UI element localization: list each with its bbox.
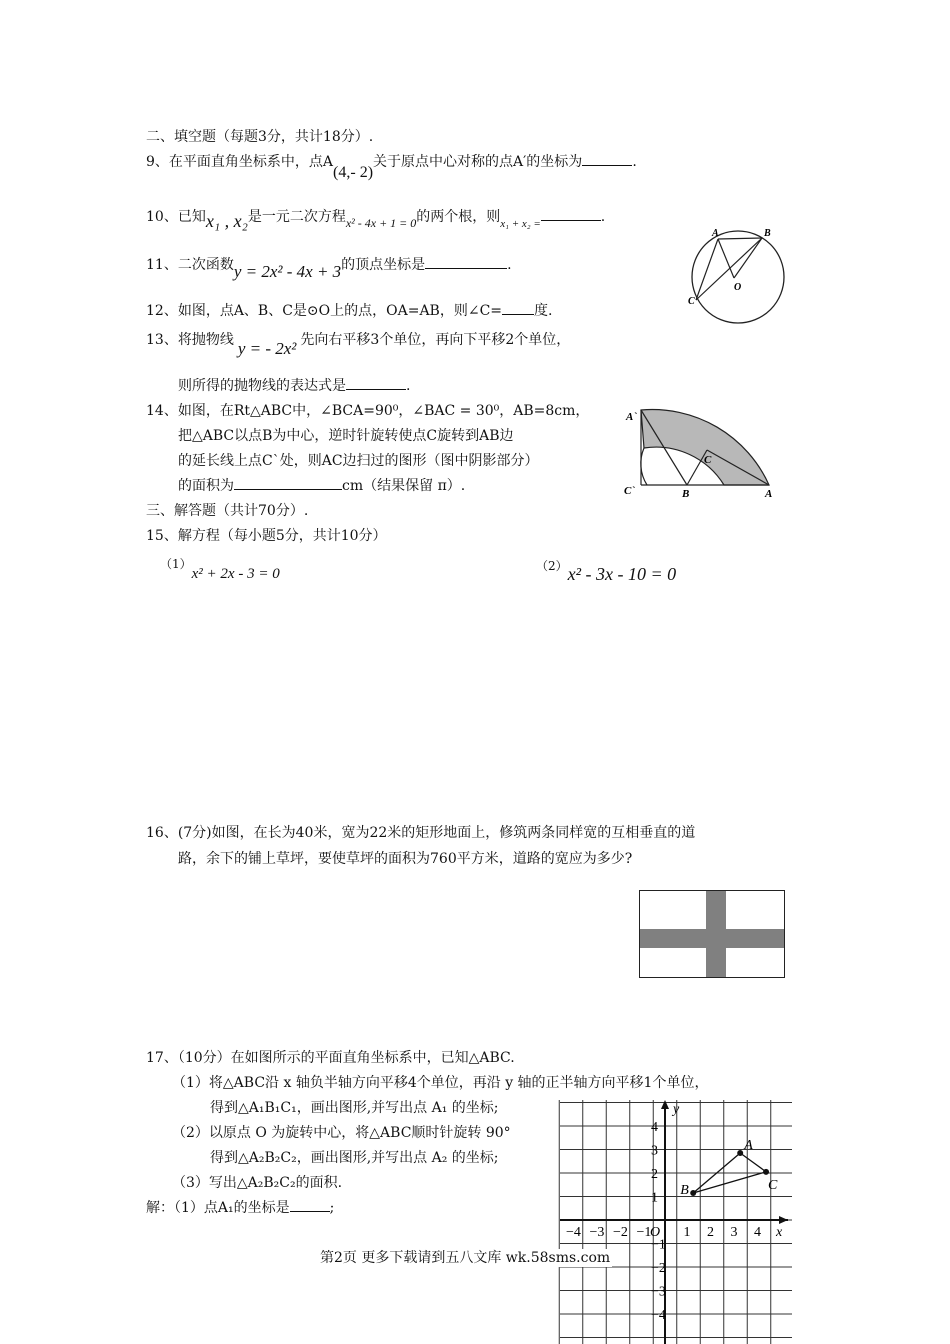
point-label-a: A: [744, 1138, 753, 1154]
x-axis-arrow: [779, 1216, 788, 1224]
y-tick-label: 3: [651, 1143, 658, 1159]
origin-label: O: [650, 1225, 661, 1240]
q13-prefix: 13、将抛物线: [146, 332, 234, 348]
q14-answer-blank[interactable]: [234, 477, 342, 490]
y-tick-label: 4: [651, 1120, 658, 1135]
x-tick-label: 1: [683, 1225, 691, 1240]
footer: 第2页 更多下载请到五八文库 wk.58sms.com: [320, 1250, 611, 1266]
rotation-figure: [622, 402, 782, 498]
y-tick-label: −1: [651, 1237, 666, 1253]
q15-p1-equation: x² + 2x - 3 = 0: [191, 566, 280, 582]
q12-end: 度.: [534, 303, 553, 319]
q13-function: y = - 2x²: [237, 339, 297, 358]
q10-mid: 是一元二次方程: [247, 209, 346, 225]
q12-text: 12、如图，点A、B、C是⊙O上的点，OA=AB，则∠C=: [146, 303, 503, 319]
circle-label-o: O: [734, 282, 742, 293]
q15-p1-label: （1）: [160, 557, 192, 571]
q13-suffix: 先向右平移3个单位，再向下平移2个单位，: [300, 332, 571, 348]
point-c: [763, 1169, 769, 1175]
q14-line4-b: cm（结果保留 π）.: [342, 478, 466, 494]
q15-title: 15、解方程（每小题5分，共计10分）: [146, 528, 387, 544]
q11-function: y = 2x² - 4x + 3: [233, 262, 342, 281]
x-tick-label: −1: [636, 1225, 652, 1240]
q10-prefix: 10、已知: [146, 209, 206, 225]
x-axis-label: x: [776, 1225, 783, 1240]
question-10: [146, 206, 606, 231]
sector-label-a: A: [765, 488, 773, 500]
x-tick-label: −3: [589, 1225, 605, 1240]
sector-label-b: B: [682, 488, 690, 500]
q14-line-1: 14、如图，在Rt△ABC中，∠BCA=90⁰，∠BAC = 30⁰，AB=8cm，: [146, 403, 590, 419]
road-figure: [639, 890, 785, 978]
q17-answer-end: ;: [329, 1200, 335, 1216]
q17-part-3: （3）写出△A₂B₂C₂的面积.: [172, 1175, 343, 1191]
sector-label-c-prime: C`: [624, 485, 635, 497]
question-9: [146, 153, 637, 181]
q9-suffix: 关于原点中心对称的点A′的坐标为: [373, 154, 583, 170]
q14-line-3: 的延长线上点C`处，则AC边扫过的图形（图中阴影部分）: [178, 453, 539, 469]
y-tick-label: 2: [651, 1167, 658, 1182]
point-label-b: B: [680, 1182, 689, 1198]
q13-answer-blank[interactable]: [346, 377, 406, 390]
circle-figure: [688, 224, 788, 330]
q10-suffix: 的两个根，则: [416, 209, 501, 225]
question-11: [146, 255, 512, 281]
y-axis-label: y: [673, 1102, 680, 1117]
q15-part-2: [536, 555, 677, 584]
y-tick-label: −3: [651, 1284, 666, 1300]
q17-line-1: 17、（10分）在如图所示的平面直角坐标系中，已知△ABC.: [146, 1050, 515, 1066]
q11-suffix: 的顶点坐标是: [341, 257, 426, 273]
sector-label-c: C: [704, 454, 712, 466]
horizontal-road: [640, 929, 785, 948]
q10-expr: x₁ + x₂ =: [500, 218, 541, 230]
y-tick-label: 1: [651, 1190, 658, 1206]
question-13-line-2: [178, 377, 410, 395]
q15-p2-label: （2）: [536, 559, 568, 573]
q9-point: (4,- 2): [333, 164, 374, 181]
x-tick-label: 4: [754, 1225, 761, 1240]
section-3-title: 三、解答题（共计70分）.: [146, 503, 309, 519]
circle-label-b: B: [764, 228, 771, 239]
q11-answer-blank[interactable]: [425, 256, 507, 269]
x-tick-label: −4: [566, 1225, 581, 1240]
q14-line-2: 把△ABC以点B为中心，逆时针旋转使点C旋转到AB边: [178, 428, 514, 444]
x-tick-label: −2: [613, 1225, 628, 1240]
q16-line-1: 16、(7分)如图，在长为40米，宽为22米的矩形地面上，修筑两条同样宽的互相垂直的道: [146, 825, 696, 841]
q14-line4-a: 的面积为: [178, 478, 234, 494]
circle-label-a: A: [712, 228, 719, 239]
circle-o: [692, 231, 784, 323]
q11-end: .: [507, 257, 512, 273]
q15-part-1: [160, 555, 280, 582]
y-tick-label: −4: [651, 1308, 666, 1323]
q10-equation: x² - 4x + 1 = 0: [345, 216, 417, 230]
point-label-c: C: [768, 1177, 778, 1193]
q10-end: .: [600, 209, 606, 225]
q17-part-2b: 得到△A₂B₂C₂，画出图形,并写出点 A₂ 的坐标;: [210, 1150, 499, 1166]
q12-answer-blank[interactable]: [502, 302, 534, 315]
q10-vars: x₁ , x₂: [205, 211, 248, 231]
q13-end: .: [406, 378, 411, 394]
circle-label-c: C: [688, 296, 695, 307]
q17-answer-label: 解：（1）点A₁的坐标是: [146, 1200, 290, 1216]
q9-answer-blank[interactable]: [582, 153, 632, 166]
point-b: [690, 1190, 696, 1196]
q17-part-2a: （2）以原点 O 为旋转中心，将△ABC顺时针旋转 90°: [172, 1125, 511, 1141]
question-12: [146, 302, 552, 320]
sector-label-a-prime: A`: [626, 411, 637, 423]
point-a: [737, 1150, 743, 1156]
question-13: [146, 330, 571, 358]
x-tick-label: 2: [707, 1225, 714, 1240]
q14-line-4: [178, 477, 465, 495]
q15-p2-equation: x² - 3x - 10 = 0: [567, 564, 677, 584]
q17-answer-blank[interactable]: [290, 1199, 330, 1212]
q13-line2: 则所得的抛物线的表达式是: [178, 378, 346, 394]
q17-answer: [146, 1199, 334, 1217]
y-tick-label: −2: [651, 1261, 666, 1276]
q11-prefix: 11、二次函数: [146, 257, 234, 273]
q17-part-1a: （1）将△ABC沿 x 轴负半轴方向平移4个单位，再沿 y 轴的正半轴方向平移1个单位，: [172, 1075, 709, 1091]
section-2-title: 二、填空题（每题3分，共计18分）.: [146, 129, 374, 145]
q17-part-1b: 得到△A₁B₁C₁，画出图形,并写出点 A₁ 的坐标;: [210, 1100, 499, 1116]
q16-line-2: 路，余下的铺上草坪，要使草坪的面积为760平方米，道路的宽应为多少?: [178, 851, 633, 867]
q9-end: .: [632, 154, 637, 170]
q9-prefix: 9、在平面直角坐标系中，点A: [146, 154, 334, 170]
x-tick-label: 3: [730, 1225, 738, 1240]
coordinate-grid: [560, 1100, 792, 1344]
y-axis-arrow: [661, 1100, 669, 1109]
q10-answer-blank[interactable]: [541, 208, 601, 221]
